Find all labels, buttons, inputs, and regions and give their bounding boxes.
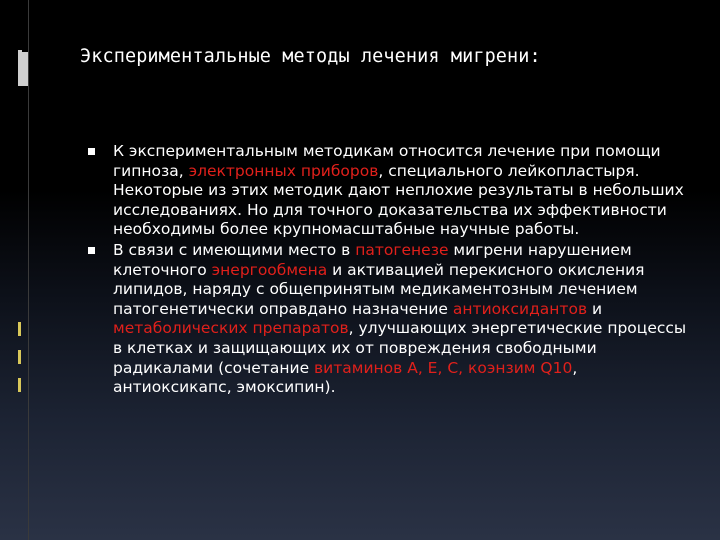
- paragraph-text: К экспериментальным методикам относится лечение при помощи гипноза,: [113, 142, 661, 180]
- decor-bar-bottom-2: [18, 350, 21, 364]
- highlighted-term: антиоксидантов: [452, 299, 588, 318]
- bullet-paragraph: [88, 241, 698, 398]
- highlighted-term: витаминов А, Е, С, коэнзим Q10: [314, 358, 573, 377]
- slide-content: [88, 142, 698, 399]
- highlighted-term: метаболических препаратов: [113, 319, 349, 338]
- decor-bar-bottom-1: [18, 322, 21, 336]
- paragraph-text: , улучшающих энергетические процессы в клетках и защищающих их от повреждения свободными радикалами (сочетание: [113, 319, 687, 377]
- bullet-square-icon: [88, 247, 95, 254]
- slide-title: Экспериментальные методы лечения мигрени:: [80, 46, 541, 67]
- paragraph-text: , антиоксикапс, эмоксипин).: [113, 358, 578, 397]
- paragraph-text: , специального лейкопластыря. Некоторые из этих методик дают неплохие результаты в небольших исследованиях. Но для точного доказательства их эффективности необходимы более крупномасштабные научные работы.: [113, 161, 684, 239]
- paragraph-text: В связи с имеющими место в: [113, 240, 356, 259]
- bullet-paragraph: [88, 142, 698, 240]
- paragraph-text: мигрени нарушением клеточного: [113, 240, 632, 279]
- paragraph-text: и активацией перекисного окисления липидов, наряду с общепринятым медикаментозным лечением патогенетически оправдано назначение: [113, 260, 645, 318]
- decor-bar-bottom-3: [18, 378, 21, 392]
- highlighted-term: энергообмена: [211, 260, 328, 279]
- highlighted-term: патогенезе: [355, 240, 449, 259]
- decor-bar-top-2: [18, 52, 28, 86]
- highlighted-term: электронных приборов: [188, 161, 379, 180]
- bullet-square-icon: [88, 148, 95, 155]
- paragraph-text: и: [587, 299, 603, 318]
